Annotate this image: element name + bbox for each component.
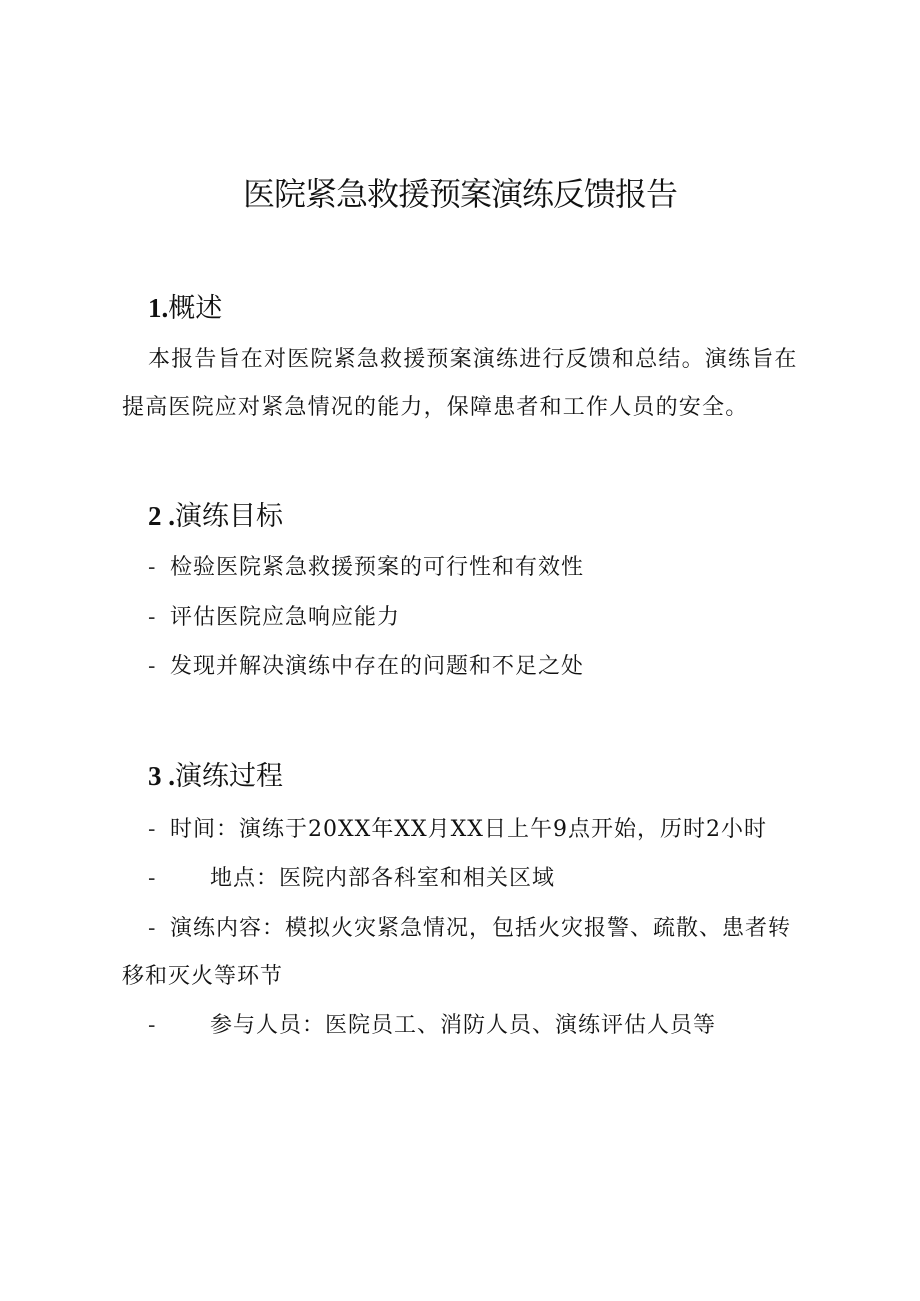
document-title: 医院紧急救援预案演练反馈报告 — [242, 175, 677, 213]
section-heading-overview — [148, 290, 222, 327]
list-dash: - — [148, 916, 157, 941]
section-title: 演练过程 — [175, 761, 283, 792]
list-item-text: 演练内容：模拟火灾紧急情况，包括火灾报警、疏散、患者转移和灭火等环节 — [122, 916, 792, 989]
list-item-text: 发现并解决演练中存在的问题和不足之处 — [170, 654, 585, 679]
list-dash: - — [148, 817, 157, 842]
list-item-text: 检验医院紧急救援预案的可行性和有效性 — [170, 555, 585, 580]
list-item-text: 时间：演练于20XX年XX月XX日上午9点开始，历时2小时 — [170, 817, 767, 842]
list-item — [148, 546, 808, 590]
list-item-text: 评估医院应急响应能力 — [170, 605, 401, 630]
list-dash: - — [148, 1013, 157, 1038]
section-number: 1. — [148, 293, 169, 323]
overview-text: 本报告旨在对医院紧急救援预案演练进行反馈和总结。演练旨在提高医院应对紧急情况的能力，保障患者和工作人员的安全。 — [122, 347, 798, 420]
section-heading-goals — [148, 498, 283, 535]
list-item-text: 参与人员：医院员工、消防人员、演练评估人员等 — [210, 1013, 717, 1038]
list-item — [148, 857, 808, 901]
list-item — [122, 905, 802, 1001]
section-title: 演练目标 — [175, 501, 283, 532]
section-number: 3 . — [148, 761, 175, 791]
section-heading-process — [148, 758, 283, 795]
list-item — [148, 596, 808, 640]
section-title: 概述 — [168, 293, 223, 324]
section-number: 2 . — [148, 501, 175, 531]
overview-paragraph — [122, 336, 802, 432]
list-dash: - — [148, 605, 157, 630]
list-dash: - — [148, 555, 157, 580]
list-item — [148, 1004, 808, 1048]
list-dash: - — [148, 866, 157, 891]
list-item — [148, 808, 808, 852]
list-item-text: 地点：医院内部各科室和相关区域 — [210, 866, 556, 891]
list-item — [148, 645, 808, 689]
list-dash: - — [148, 654, 157, 679]
